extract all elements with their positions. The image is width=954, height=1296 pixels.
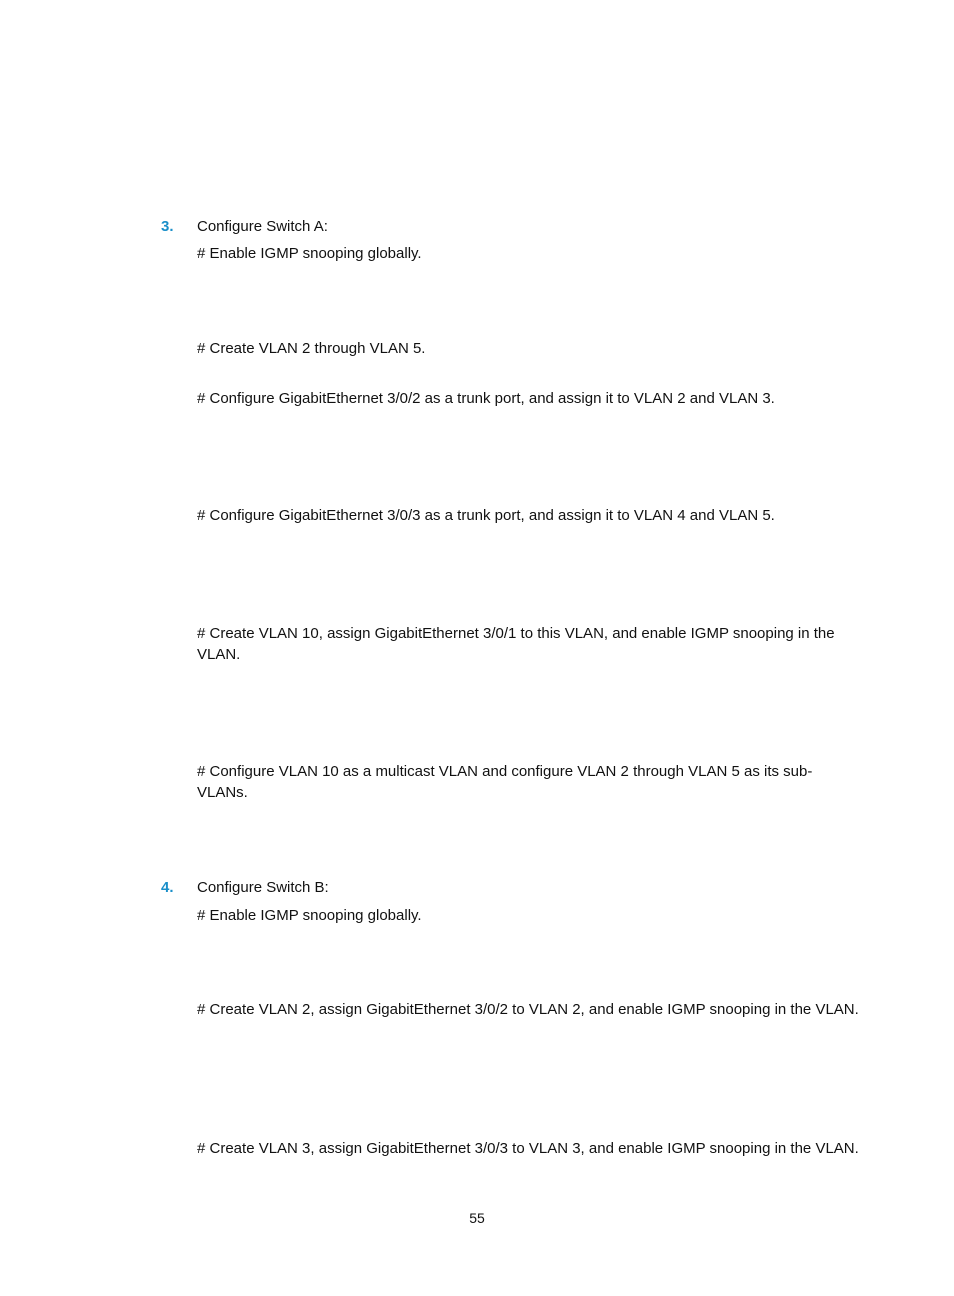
step-number: 4.	[161, 879, 174, 896]
step-number: 3.	[161, 218, 174, 235]
instruction-paragraph: # Enable IGMP snooping globally.	[197, 907, 422, 924]
instruction-paragraph: # Create VLAN 2 through VLAN 5.	[197, 340, 426, 357]
instruction-paragraph: # Enable IGMP snooping globally.	[197, 245, 422, 262]
instruction-paragraph: # Configure GigabitEthernet 3/0/2 as a trunk port, and assign it to VLAN 2 and VLAN 3.	[197, 390, 775, 407]
instruction-paragraph: # Create VLAN 2, assign GigabitEthernet 3/0/2 to VLAN 2, and enable IGMP snooping in the VLAN.	[197, 1001, 859, 1018]
instruction-paragraph: # Create VLAN 3, assign GigabitEthernet 3/0/3 to VLAN 3, and enable IGMP snooping in the VLAN.	[197, 1140, 859, 1157]
step-title: Configure Switch A:	[197, 218, 328, 235]
instruction-paragraph: # Configure GigabitEthernet 3/0/3 as a trunk port, and assign it to VLAN 4 and VLAN 5.	[197, 507, 775, 524]
instruction-paragraph: # Create VLAN 10, assign GigabitEthernet 3/0/1 to this VLAN, and enable IGMP snooping in the VLAN.	[197, 625, 835, 663]
step-title: Configure Switch B:	[197, 879, 329, 896]
instruction-paragraph: # Configure VLAN 10 as a multicast VLAN and configure VLAN 2 through VLAN 5 as its sub-VLANs.	[197, 763, 813, 801]
page-number: 55	[469, 1210, 485, 1226]
